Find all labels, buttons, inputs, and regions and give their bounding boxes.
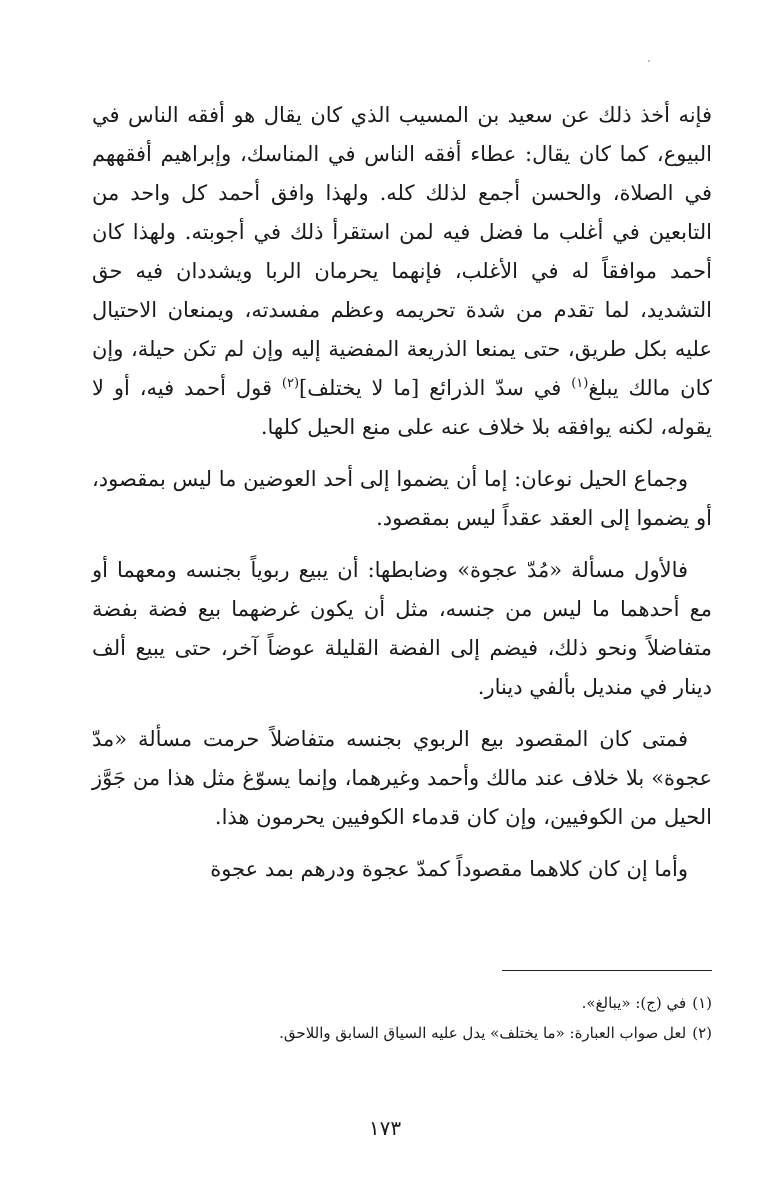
paragraph-1 [92, 96, 712, 447]
paragraph-1-text-a: فإنه أخذ ذلك عن سعيد بن المسيب الذي كان يقال هو أفقه الناس في البيوع، كما كان يقال: عطاء أفقه الناس في المناسك، وإبراهيم أفقههم في الصلاة، والحسن أجمع لذلك كله. ولهذا وافق أحمد كل واحد من التابعين في أغلب ما فضل فيه لمن استقرأ ذلك في أجوبته. ولهذا كان أحمد موافقاً له في الأغلب، فإنهما يحرمان الربا ويشددان فيه حق التشديد، لما تقدم من شدة تحريمه وعظم مفسدته، ويمنعان الاحتيال عليه بكل طريق، حتى يمنعا الذريعة المفضية إليه وإن لم تكن حيلة، وإن كان مالك يبلغ [92, 103, 712, 400]
footnotes [92, 988, 712, 1048]
footnote-1-number: (١) [692, 994, 712, 1012]
paragraph-2: وجماع الحيل نوعان: إما أن يضموا إلى أحد العوضين ما ليس بمقصود، أو يضموا إلى العقد عقداً ليس بمقصود. [92, 467, 712, 530]
paragraph-1-text-c: قول أحمد فيه، أو لا يقوله، لكنه يوافقه بلا خلاف عنه على منع الحيل كلها. [92, 376, 712, 439]
footnote-2 [92, 1018, 712, 1048]
page-speck [648, 60, 650, 62]
footnote-divider [502, 970, 712, 971]
footnote-1 [92, 988, 712, 1018]
footnote-ref-2[interactable]: (٢) [281, 376, 300, 391]
paragraph-4: فمتى كان المقصود بيع الربوي بجنسه متفاضلاً حرمت مسألة «مدّ عجوة» بلا خلاف عند مالك وأحمد وغيرهما، وإنما يسوّغ مثل هذا من جَوَّز الحيل من الكوفيين، وإن كان قدماء الكوفيين يحرمون هذا. [92, 727, 712, 829]
footnote-2-text: لعل صواب العبارة: «ما يختلف» يدل عليه السياق السابق واللاحق. [279, 1024, 687, 1042]
footnote-1-text: في (ج): «يبالغ». [581, 994, 687, 1012]
paragraph-3: فالأول مسألة «مُدّ عجوة» وضابطها: أن يبيع ربوياً بجنسه ومعهما أو مع أحدهما ما ليس من جنسه، مثل أن يكون غرضهما بيع فضة بفضة متفاضلاً ونحو ذلك، فيضم إلى الفضة القليلة عوضاً آخر، حتى يبيع ألف دينار في منديل بألفي دينار. [92, 558, 712, 699]
footnote-2-number: (٢) [692, 1024, 712, 1042]
page-number: ١٧٣ [368, 1116, 402, 1140]
book-page-body [92, 96, 712, 902]
paragraph-1-text-b: في سدّ الذرائع [ما لا يختلف] [299, 376, 572, 400]
footnote-ref-1[interactable]: (١) [571, 376, 589, 391]
paragraph-5: وأما إن كان كلاهما مقصوداً كمدّ عجوة ودرهم بمد عجوة [210, 857, 688, 881]
